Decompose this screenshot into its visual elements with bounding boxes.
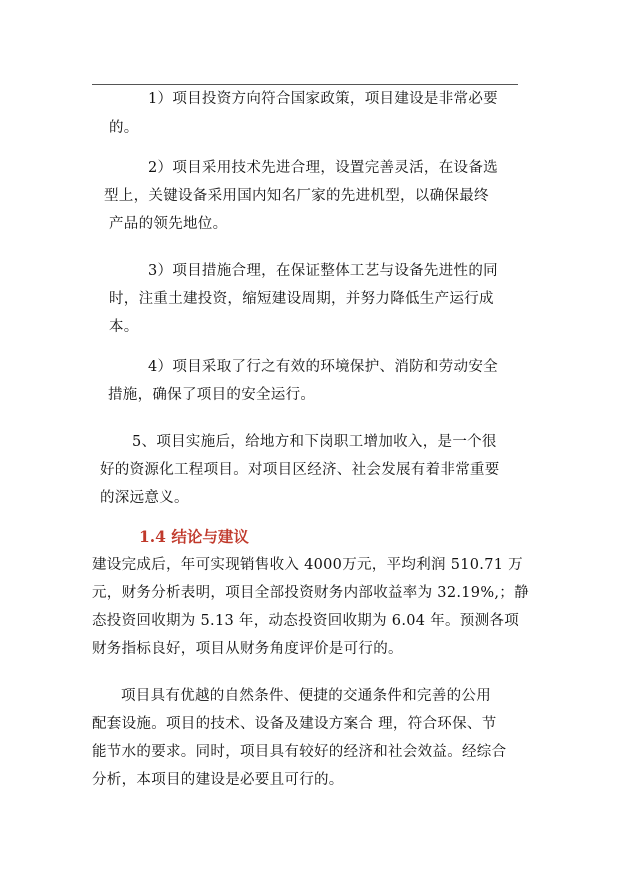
para2-line1: 项目具有优越的自然条件、便捷的交通条件和完善的公用 (121, 688, 491, 704)
item2-line2: 型上，关键设备采用国内知名厂家的先进机型，以确保最终 (104, 188, 489, 204)
item1-line1: 1）项目投资方向符合国家政策，项目建设是非常必要 (148, 91, 498, 107)
item2-line1: 2）项目采用技术先进合理，设置完善灵活，在设备选 (148, 160, 498, 176)
item3-line2: 时，注重土建投资，缩短建设周期，并努力降低生产运行成 (109, 291, 494, 307)
section-heading: 1.4 结论与建议 (139, 527, 249, 546)
para1-line2: 元，财务分析表明，项目全部投资财务内部收益率为 32.19%,；静 (92, 585, 529, 601)
item4-line1: 4）项目采取了行之有效的环境保护、消防和劳动安全 (148, 359, 498, 375)
para2-line2: 配套设施。项目的技术、设备及建设方案合 理，符合环保、节 (92, 716, 497, 732)
para2-line3: 能节水的要求。同时，项目具有较好的经济和社会效益。经综合 (92, 744, 507, 760)
item4-line2: 措施，确保了项目的安全运行。 (108, 387, 316, 403)
item2-line3: 产品的领先地位。 (109, 216, 228, 232)
para1-line4: 财务指标良好，项目从财务角度评价是可行的。 (92, 641, 403, 657)
para2-line4: 分析，本项目的建设是必要且可行的。 (92, 772, 344, 788)
item5-line3: 的深远意义。 (100, 490, 189, 506)
para1-line3: 态投资回收期为 5.13 年，动态投资回收期为 6.04 年。预测各项 (92, 613, 520, 629)
item3-line1: 3）项目措施合理，在保证整体工艺与设备先进性的同 (148, 263, 498, 279)
header-rule (92, 84, 518, 85)
item3-line3: 本。 (109, 319, 139, 335)
item5-line2: 好的资源化工程项目。对项目区经济、社会发展有着非常重要 (100, 462, 500, 478)
item1-line2: 的。 (109, 120, 139, 136)
para1-line1: 建设完成后，年可实现销售收入 4000万元，平均利润 510.71 万 (92, 557, 523, 573)
item5-line1: 5、项目实施后，给地方和下岗职工增加收入，是一个很 (132, 434, 497, 450)
